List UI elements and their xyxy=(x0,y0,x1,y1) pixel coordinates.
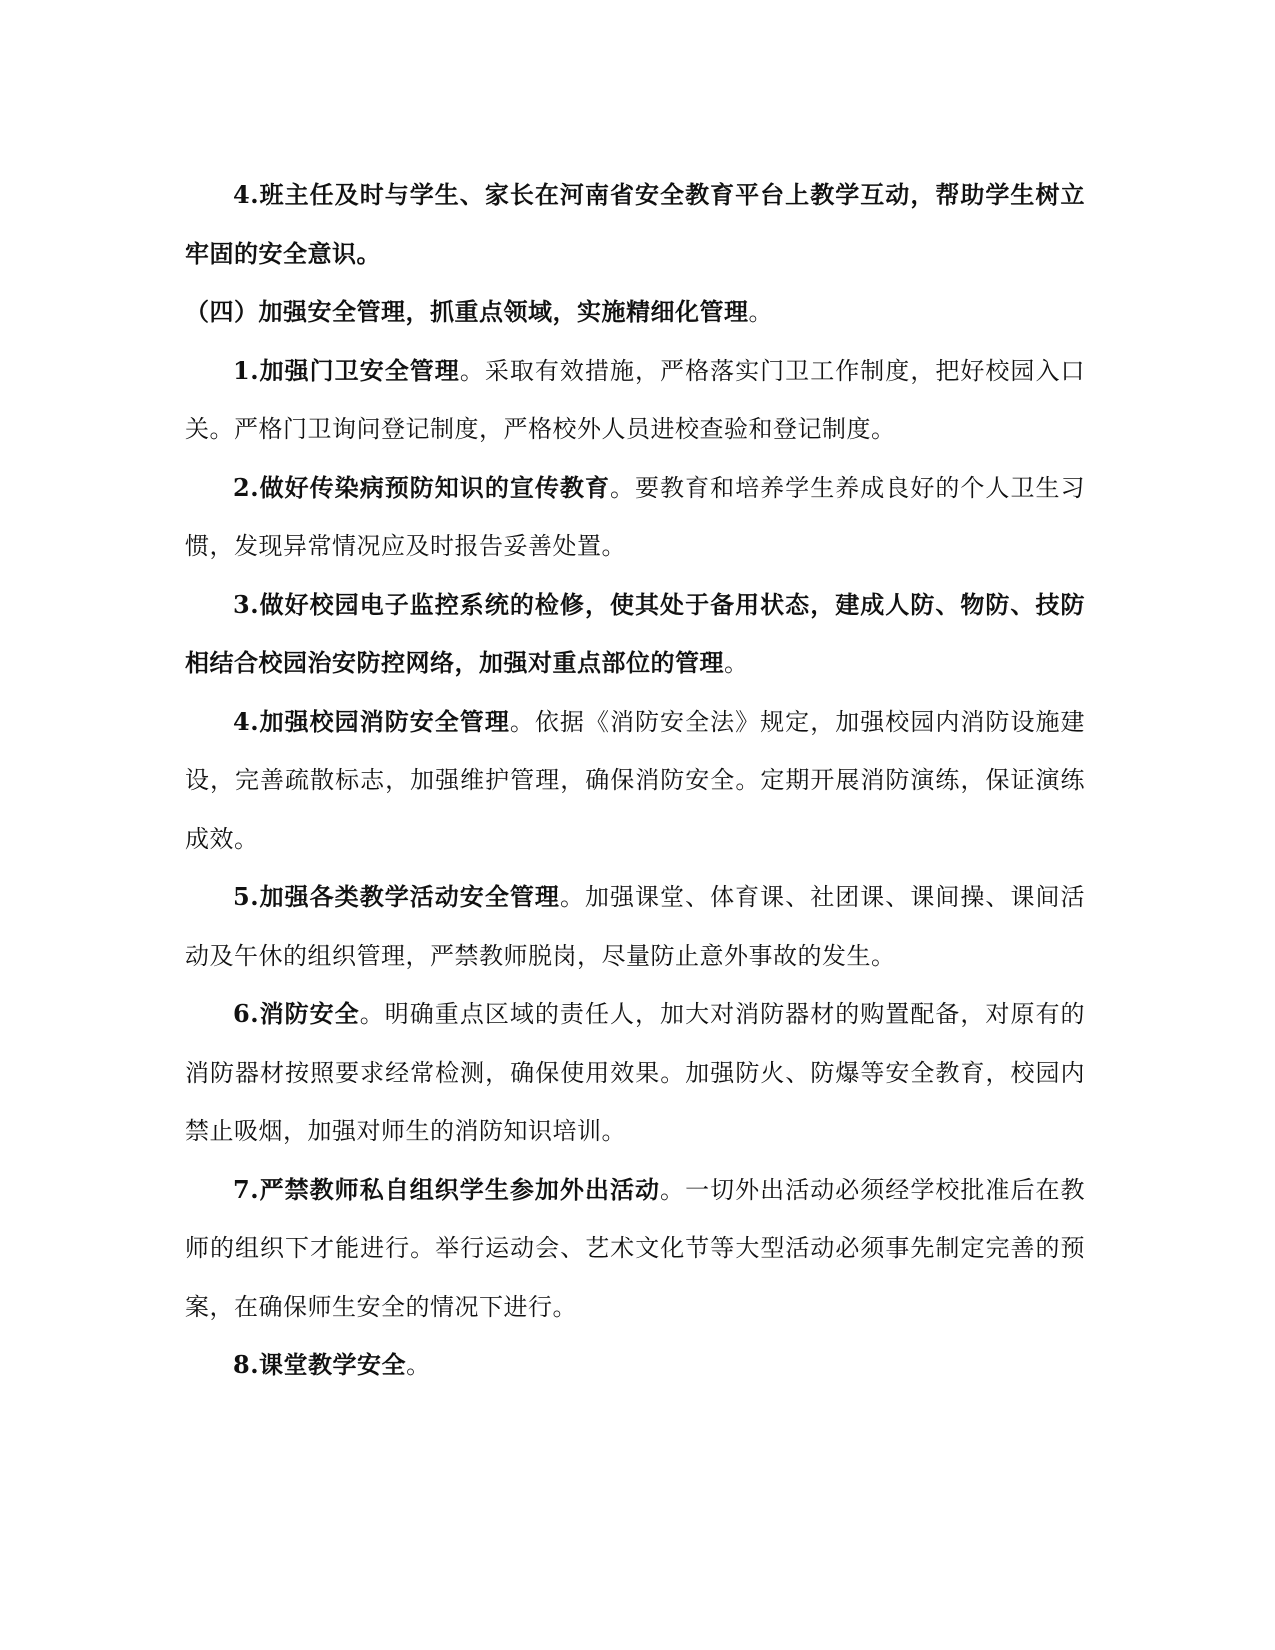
paragraph-3-text: 。要教育和培养学生养成良好的个人卫生习惯，发现异常情况应及时报告妥善处置。 xyxy=(185,473,1085,560)
document-body xyxy=(185,166,1085,1395)
paragraph-7-heading: 6.消防安全 xyxy=(233,999,360,1028)
paragraph-9-text: 。 xyxy=(406,1351,431,1379)
section-heading-4 xyxy=(185,283,1085,342)
paragraph-5-heading: 4.加强校园消防安全管理 xyxy=(233,706,510,736)
paragraph-2-text: 。采取有效措施，严格落实门卫工作制度，把好校园入口关。严格门卫询问登记制度，严格校外人员进校查验和登记制度。 xyxy=(185,356,1085,443)
paragraph-1-heading: 4.班主任及时与学生、家长在河南省安全教育平台上教学互动，帮助学生树立牢固的安全意识。 xyxy=(185,180,1085,268)
paragraph-6-heading: 5.加强各类教学活动安全管理 xyxy=(233,882,560,911)
paragraph-7 xyxy=(185,985,1085,1161)
paragraph-4 xyxy=(185,576,1085,693)
paragraph-7-text: 。明确重点区域的责任人，加大对消防器材的购置配备，对原有的消防器材按照要求经常检测，确保使用效果。加强防火、防爆等安全教育，校园内禁止吸烟，加强对师生的消防知识培训。 xyxy=(185,1000,1085,1145)
paragraph-3 xyxy=(185,459,1085,576)
paragraph-5-text: 。依据《消防安全法》规定，加强校园内消防设施建设，完善疏散标志，加强维护管理，确保消防安全。定期开展消防演练，保证演练成效。 xyxy=(185,707,1085,853)
paragraph-2-heading: 1.加强门卫安全管理 xyxy=(233,355,460,385)
section-heading-4-title: （四）加强安全管理，抓重点领域，实施精细化管理 xyxy=(185,297,749,326)
paragraph-9-heading: 8.课堂教学安全 xyxy=(233,1350,407,1379)
paragraph-5 xyxy=(185,693,1085,869)
paragraph-1 xyxy=(185,166,1085,283)
section-heading-4-text: 。 xyxy=(748,298,773,326)
paragraph-6-text: 。加强课堂、体育课、社团课、课间操、课间活动及午休的组织管理，严禁教师脱岗，尽量防止意外事故的发生。 xyxy=(185,883,1086,970)
paragraph-4-heading: 3.做好校园电子监控系统的检修，使其处于备用状态，建成人防、物防、技防相结合校园治安防控网络，加强对重点部位的管理 xyxy=(185,589,1085,677)
paragraph-3-heading: 2.做好传染病预防知识的宣传教育 xyxy=(233,472,610,502)
paragraph-6 xyxy=(185,868,1085,985)
paragraph-2 xyxy=(185,342,1085,459)
paragraph-8-heading: 7.严禁教师私自组织学生参加外出活动 xyxy=(233,1174,661,1204)
paragraph-8-text: 。一切外出活动必须经学校批准后在教师的组织下才能进行。举行运动会、艺术文化节等大型活动必须事先制定完善的预案，在确保师生安全的情况下进行。 xyxy=(185,1175,1086,1321)
paragraph-4-text: 。 xyxy=(724,649,749,677)
paragraph-9 xyxy=(185,1336,1085,1395)
paragraph-8 xyxy=(185,1161,1085,1337)
